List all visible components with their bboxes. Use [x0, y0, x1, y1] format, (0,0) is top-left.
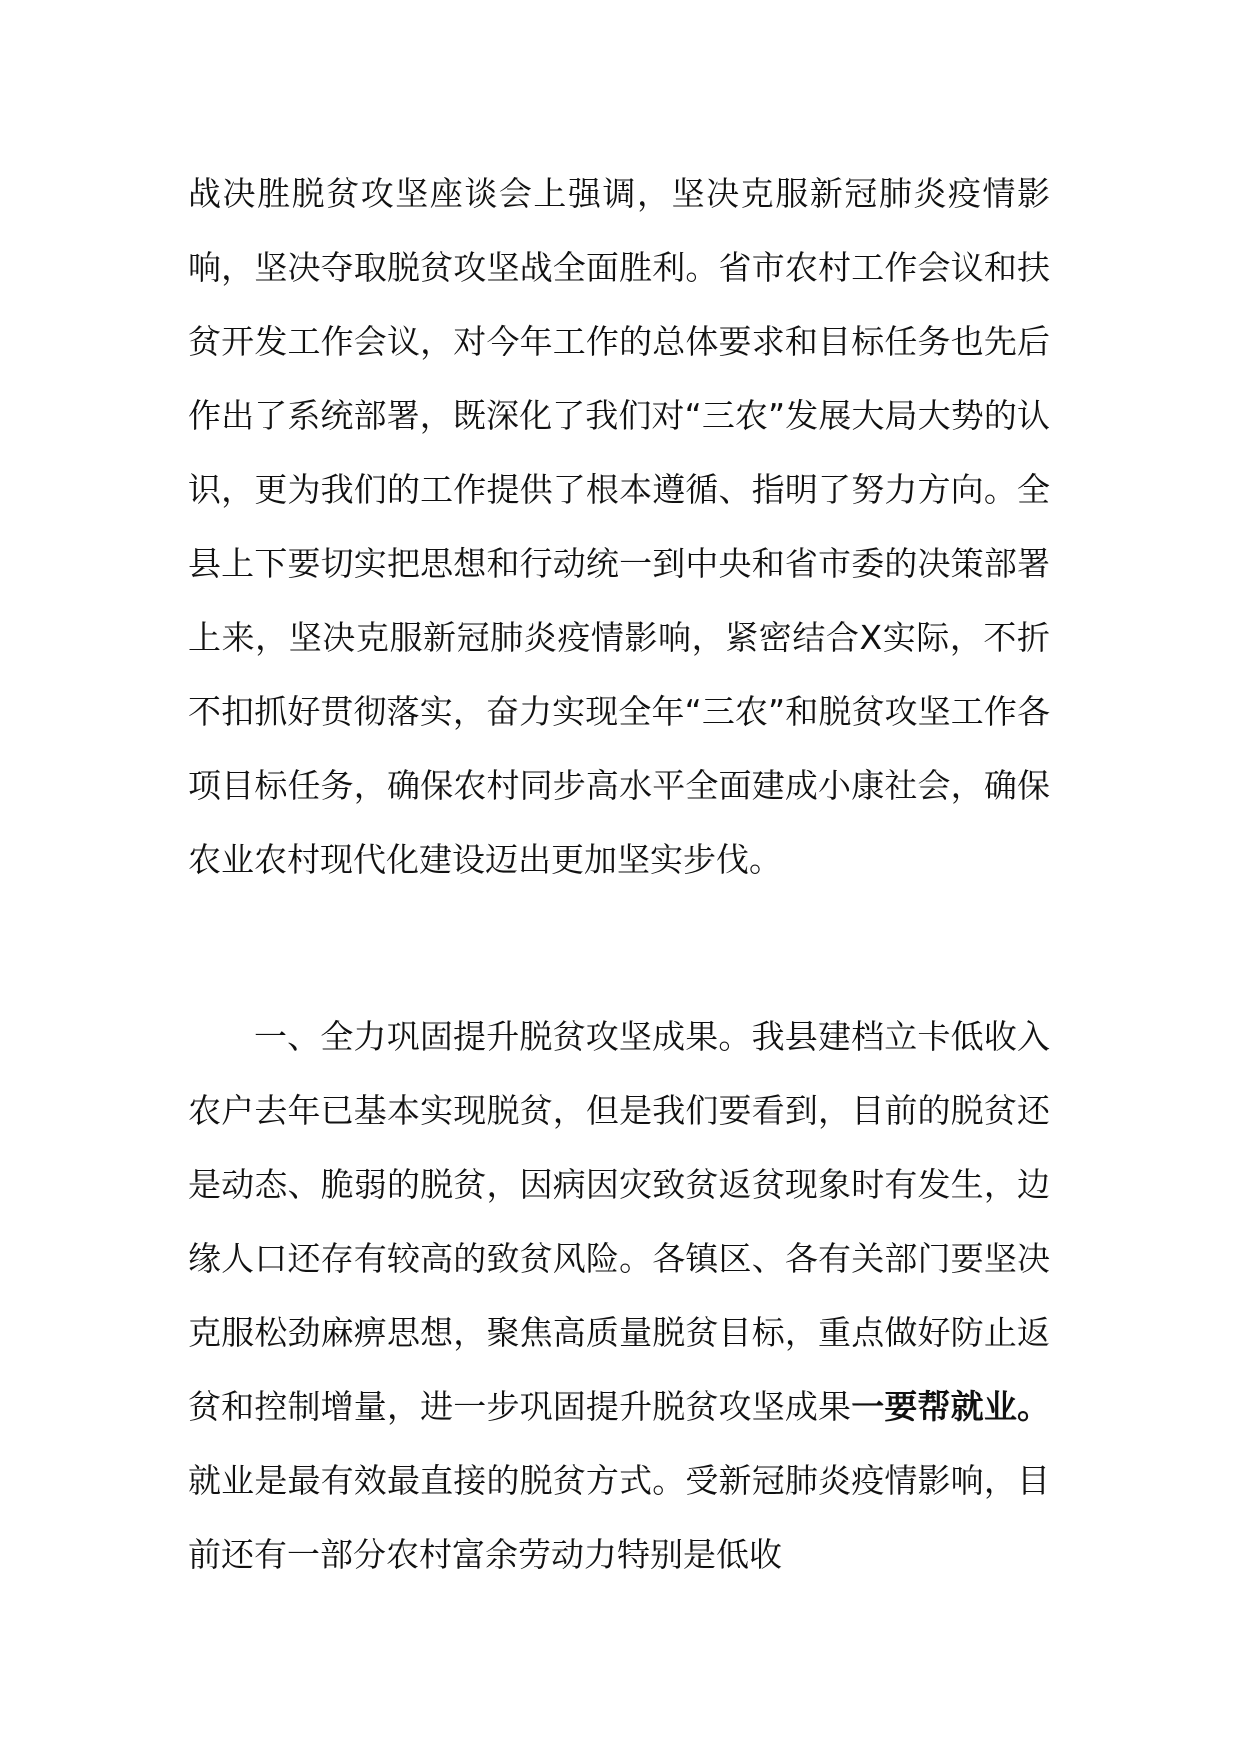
paragraph-2-tail: 就业是最有效最直接的脱贫方式。受新冠肺炎疫情影响，目前还有一部分农村富余劳动力特别是低收 — [188, 1461, 1050, 1574]
body-paragraph-1: 战决胜脱贫攻坚座谈会上强调，坚决克服新冠肺炎疫情影响，坚决夺取脱贫攻坚战全面胜利。省市农村工作会议和扶贫开发工作会议，对今年工作的总体要求和目标任务也先后作出了系统部署，既深化了我们对“三农”发展大局大势的认识，更为我们的工作提供了根本遵循、指明了努力方向。全县上下要切实把思想和行动统一到中央和省市委的决策部署上来，坚决克服新冠肺炎疫情影响，紧密结合X实际，不折不扣抓好贯彻落实，奋力实现全年“三农”和脱贫攻坚工作各项目标任务，确保农村同步高水平全面建成小康社会，确保农业农村现代化建设迈出更加坚实步伐。 — [188, 174, 1050, 879]
paragraph-2-text: 一、全力巩固提升脱贫攻坚成果。我县建档立卡低收入农户去年已基本实现脱贫，但是我们要看到，目前的脱贫还是动态、脆弱的脱贫，因病因灾致贫返贫现象时有发生，边缘人口还存有较高的致贫风险。各镇区、各有关部门要坚决克服松劲麻痹思想，聚焦高质量脱贫目标，重点做好防止返贫和控制增量，进一步巩固提升脱贫攻坚成果 — [188, 1017, 1050, 1426]
body-paragraph-2 — [188, 1000, 1050, 1592]
bold-lead-phrase: 一要帮就业。 — [851, 1387, 1051, 1426]
